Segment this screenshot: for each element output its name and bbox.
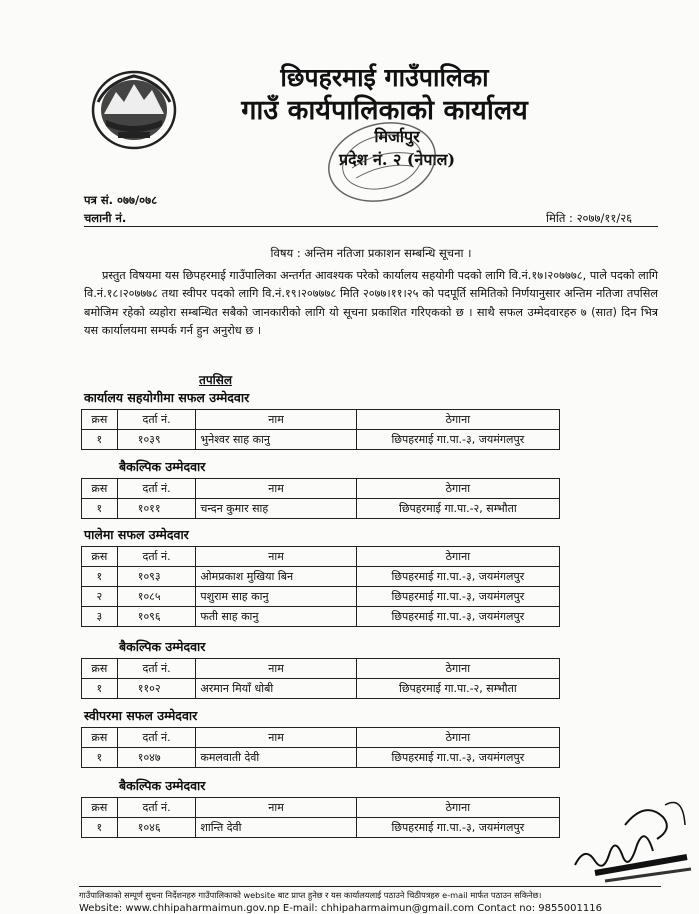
registration-cell: १०८५ (117, 587, 196, 607)
section-heading: बैकल्पिक उम्मेदवार (119, 459, 206, 474)
column-header: क्रस (82, 659, 118, 679)
serial-cell: १ (82, 748, 118, 768)
column-header: दर्ता नं. (117, 798, 196, 818)
address-cell: छिपहरमाई गा.पा.-३, जयमंगलपुर (356, 748, 559, 768)
table-row (82, 587, 560, 607)
office-location: मिर्जापुर (374, 127, 420, 146)
column-header: क्रस (82, 798, 118, 818)
result-table (81, 409, 560, 450)
table-header-row (82, 728, 560, 748)
office-title-line2: गाउँ कार्यपालिकाको कार्यालय (241, 95, 528, 126)
address-cell: छिपहरमाई गा.पा.-३, जयमंगलपुर (356, 567, 559, 587)
column-header: ठेगाना (356, 547, 559, 567)
serial-cell: १ (82, 679, 118, 699)
notice-body: प्रस्तुत विषयमा यस छिपहरमाई गाउँपालिका अन्तर्गत आवश्यक परेको कार्यालय सहयोगी पदको लागि वि.नं.१७।२०७७७८, पाले पदको लागि वि.नं.१८।२०७७७८ तथा स्वीपर पदको लागि वि.नं.१९।२०७७७८ मिति २०७७।११।२५ को पदपूर्ति समितिको निर्णयानुसार अन्तिम नतिजा तपसिल बमोजिम रहेको व्यहोरा सम्बन्धित सबैको जानकारीको लागि यो सूचना प्रकाशित गरिएकको छ । साथै सफल उम्मेदवारहरु ७ (सात) दिन भित्र यस कार्यालयमा सम्पर्क गर्न हुन अनुरोध छ । (84, 269, 658, 338)
table-row (82, 499, 560, 519)
column-header: क्रस (82, 547, 118, 567)
section-heading: बैकल्पिक उम्मेदवार (119, 639, 206, 654)
address-cell: छिपहरमाई गा.पा.-३, जयमंगलपुर (356, 587, 559, 607)
subject-line: विषय : अन्तिम नतिजा प्रकाशन सम्बन्धि सूचना । (270, 246, 472, 260)
serial-cell: १ (82, 430, 118, 450)
column-header: दर्ता नं. (117, 547, 196, 567)
details-heading: तपसिल (199, 373, 233, 387)
section-heading: पालेमा सफल उम्मेदवार (84, 527, 189, 542)
address-cell: छिपहरमाई गा.पा.-३, जयमंगलपुर (356, 818, 559, 838)
table-header-row (82, 659, 560, 679)
table-header-row (82, 798, 560, 818)
serial-cell: १ (82, 818, 118, 838)
name-cell: पशुराम साह कानु (196, 587, 356, 607)
registration-cell: १०९३ (117, 567, 196, 587)
name-cell: चन्दन कुमार साह (196, 499, 356, 519)
registration-cell: १०३९ (117, 430, 196, 450)
registration-cell: ११०२ (117, 679, 196, 699)
name-cell: कमलवाती देवी (196, 748, 356, 768)
column-header: नाम (196, 547, 356, 567)
registration-cell: १०४६ (117, 818, 196, 838)
column-header: दर्ता नं. (117, 728, 196, 748)
table-header-row (82, 479, 560, 499)
name-cell: अरमान मियाँ धोबी (196, 679, 356, 699)
column-header: ठेगाना (356, 798, 559, 818)
footer-note: गाउँपालिकाको सम्पूर्ण सुचना निर्देशनहरु गाउँपालिकाको website बाट प्राप्त हुनेछ र यस कार्यालयलाई पठाउने चिठीपत्रहरु e-mail मार्फत पठाउन सकिनेछ। (79, 890, 542, 900)
name-cell: भुनेश्वर साह कानु (196, 430, 356, 450)
column-header: क्रस (82, 479, 118, 499)
column-header: नाम (196, 798, 356, 818)
table-row (82, 818, 560, 838)
dispatch-number: चलानी नं. (84, 211, 127, 225)
table-row (82, 748, 560, 768)
column-header: नाम (196, 659, 356, 679)
address-cell: छिपहरमाई गा.पा.-३, जयमंगलपुर (356, 430, 559, 450)
footer-divider (79, 886, 661, 887)
result-table (81, 797, 560, 838)
column-header: ठेगाना (356, 479, 559, 499)
table-row (82, 430, 560, 450)
name-cell: ओमप्रकाश मुखिया बिन (196, 567, 356, 587)
result-table (81, 727, 560, 768)
column-header: दर्ता नं. (117, 479, 196, 499)
serial-cell: १ (82, 567, 118, 587)
column-header: ठेगाना (356, 728, 559, 748)
table-row (82, 607, 560, 627)
table-header-row (82, 547, 560, 567)
registration-cell: १०९६ (117, 607, 196, 627)
signature-stamp (565, 795, 699, 890)
table-row (82, 679, 560, 699)
section-heading: बैकल्पिक उम्मेदवार (119, 778, 206, 793)
registration-cell: १०११ (117, 499, 196, 519)
address-cell: छिपहरमाई गा.पा.-२, सम्भौता (356, 679, 559, 699)
result-table (81, 658, 560, 699)
office-stamp (322, 118, 442, 206)
column-header: ठेगाना (356, 659, 559, 679)
column-header: नाम (196, 410, 356, 430)
column-header: क्रस (82, 410, 118, 430)
letter-number: पत्र सं. ०७७/०७८ (84, 193, 158, 207)
address-cell: छिपहरमाई गा.पा.-२, सम्भौता (356, 499, 559, 519)
result-table (81, 478, 560, 519)
address-cell: छिपहरमाई गा.पा.-३, जयमंगलपुर (356, 607, 559, 627)
serial-cell: २ (82, 587, 118, 607)
office-title-line1: छिपहरमाई गाउँपालिका (280, 63, 489, 92)
section-heading: कार्यालय सहयोगीमा सफल उम्मेदवार (84, 390, 250, 405)
serial-cell: ३ (82, 607, 118, 627)
name-cell: फती साह कानु (196, 607, 356, 627)
office-province: प्रदेश नं. २ (नेपाल) (338, 150, 456, 169)
letter-date: मिति : २०७७/११/२६ (546, 211, 633, 225)
column-header: क्रस (82, 728, 118, 748)
serial-cell: १ (82, 499, 118, 519)
column-header: नाम (196, 728, 356, 748)
result-table (81, 546, 560, 627)
column-header: नाम (196, 479, 356, 499)
name-cell: शान्ति देवी (196, 818, 356, 838)
registration-cell: १०४७ (117, 748, 196, 768)
table-row (82, 567, 560, 587)
column-header: ठेगाना (356, 410, 559, 430)
section-heading: स्वीपरमा सफल उम्मेदवार (84, 708, 198, 723)
column-header: दर्ता नं. (117, 659, 196, 679)
header-divider (84, 226, 658, 227)
column-header: दर्ता नं. (117, 410, 196, 430)
footer-contact: Website: www.chhipaharmaimun.gov.np E-mail: chhipaharmaimun@gmail.com Contact no: 9855001116 (79, 903, 602, 914)
table-header-row (82, 410, 560, 430)
